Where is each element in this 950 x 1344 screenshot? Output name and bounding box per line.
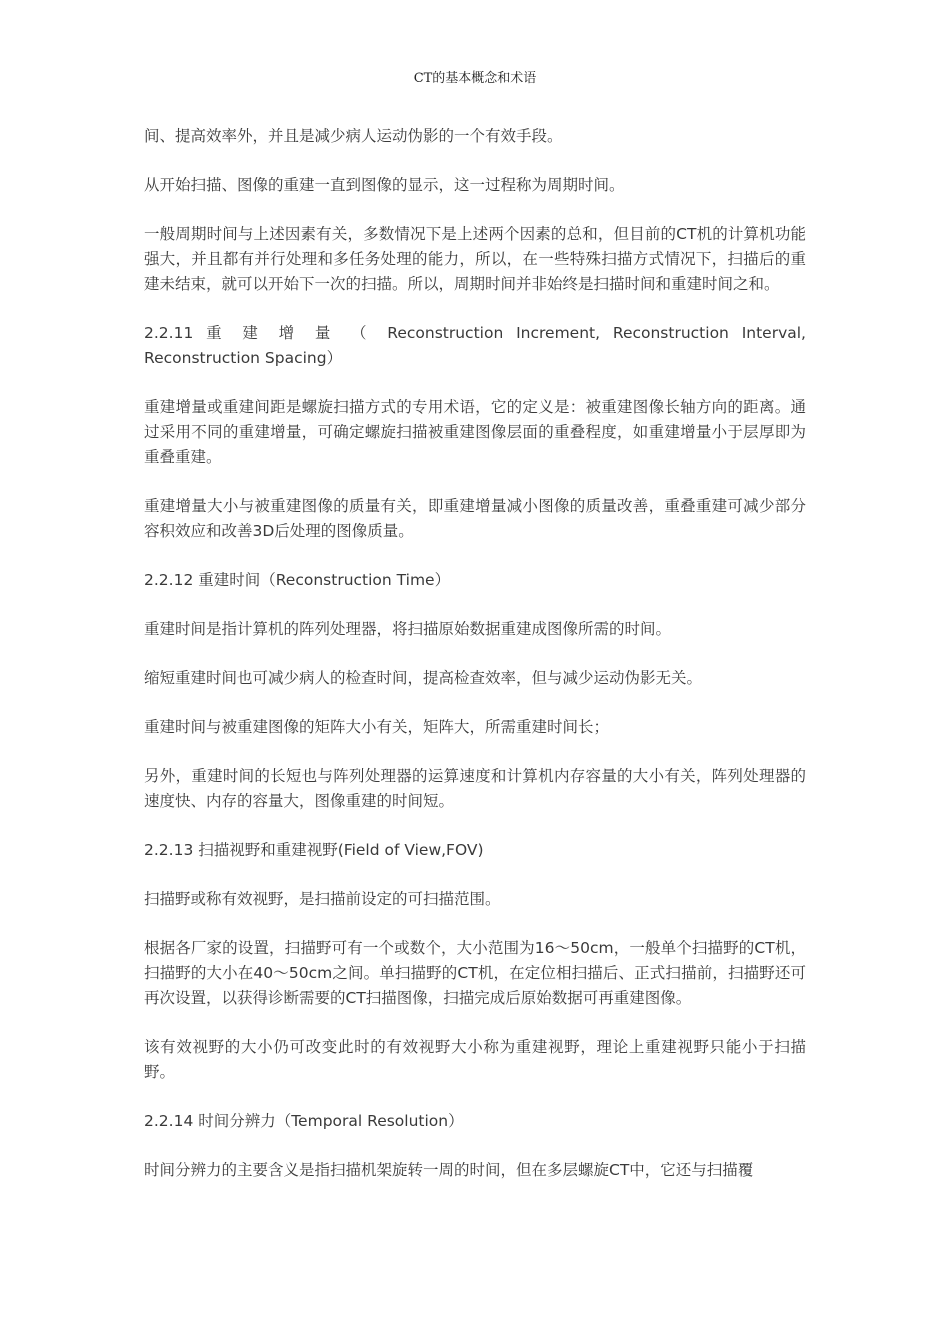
section-heading: 2.2.14 时间分辨力（Temporal Resolution） (144, 1112, 464, 1130)
paragraph: 扫描野或称有效视野，是扫描前设定的可扫描范围。 (144, 890, 501, 908)
paragraph: 重建时间与被重建图像的矩阵大小有关，矩阵大，所需重建时间长； (144, 718, 610, 736)
paragraph: 缩短重建时间也可减少病人的检查时间，提高检查效率，但与减少运动伪影无关。 (144, 669, 703, 687)
paragraph: 重建增量大小与被重建图像的质量有关，即重建增量减小图像的质量改善，重叠重建可减少部分容积效应和改善3D后处理的图像质量。 (144, 497, 806, 540)
section-heading: 2.2.12 重建时间（Reconstruction Time） (144, 571, 451, 589)
paragraph: 时间分辨力的主要含义是指扫描机架旋转一周的时间，但在多层螺旋CT中，它还与扫描覆 (144, 1161, 754, 1179)
paragraph: 该有效视野的大小仍可改变此时的有效视野大小称为重建视野，理论上重建视野只能小于扫描野。 (144, 1038, 806, 1081)
page-header-title: CT的基本概念和术语 (413, 71, 537, 86)
paragraph: 重建增量或重建间距是螺旋扫描方式的专用术语，它的定义是：被重建图像长轴方向的距离。通过采用不同的重建增量，可确定螺旋扫描被重建图像层面的重叠程度，如重建增量小于层厚即为重叠重建。 (144, 398, 806, 466)
paragraph: 间、提高效率外，并且是减少病人运动伪影的一个有效手段。 (144, 127, 563, 145)
paragraph: 根据各厂家的设置，扫描野可有一个或数个，大小范围为16～50cm，一般单个扫描野的CT机，扫描野的大小在40～50cm之间。单扫描野的CT机，在定位相扫描后、正式扫描前，扫描野还可再次设置，以获得诊断需要的CT扫描图像，扫描完成后原始数据可再重建图像。 (144, 939, 806, 1007)
section-heading: 2.2.13 扫描视野和重建视野(Field of View,FOV) (144, 841, 484, 859)
paragraph: 重建时间是指计算机的阵列处理器，将扫描原始数据重建成图像所需的时间。 (144, 620, 672, 638)
paragraph: 另外，重建时间的长短也与阵列处理器的运算速度和计算机内存容量的大小有关，阵列处理器的速度快、内存的容量大，图像重建的时间短。 (144, 767, 806, 810)
document-body (144, 124, 806, 1207)
paragraph: 从开始扫描、图像的重建一直到图像的显示，这一过程称为周期时间。 (144, 176, 625, 194)
section-heading: 2.2.11 重 建 增 量 （ Reconstruction Increment, Reconstruction Interval, Reconstruction Spacing） (144, 324, 806, 367)
paragraph: 一般周期时间与上述因素有关，多数情况下是上述两个因素的总和，但目前的CT机的计算机功能强大，并且都有并行处理和多任务处理的能力，所以，在一些特殊扫描方式情况下，扫描后的重建未结束，就可以开始下一次的扫描。所以，周期时间并非始终是扫描时间和重建时间之和。 (144, 225, 806, 293)
